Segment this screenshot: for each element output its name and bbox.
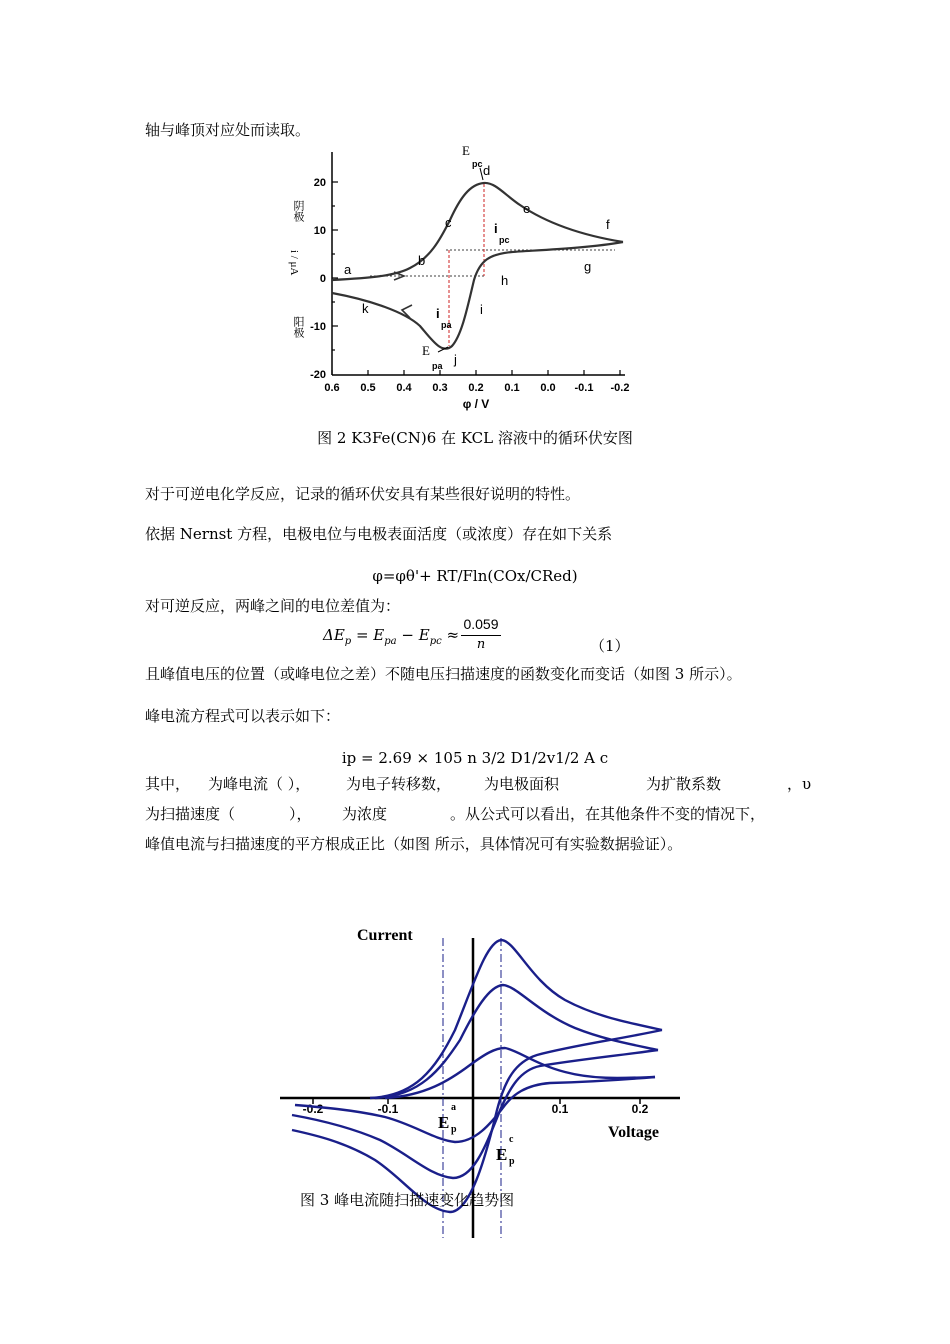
xtick-0.4: 0.4 bbox=[396, 382, 412, 394]
xtick-0.5: 0.5 bbox=[360, 382, 376, 394]
p6-b: 为峰电流（ ）， bbox=[208, 775, 311, 793]
xtick-neg0.1: -0.1 bbox=[574, 382, 594, 394]
point-i: i bbox=[480, 302, 483, 317]
ipa-label: i bbox=[436, 306, 440, 321]
point-f: f bbox=[606, 217, 610, 232]
paragraph-2: 依据 Nernst 方程，电极电位与电极表面活度（或浓度）存在如下关系 bbox=[145, 525, 613, 543]
epc-label: E bbox=[462, 143, 470, 158]
xtick-neg0.1: -0.1 bbox=[377, 1102, 399, 1116]
p6-f: ，υ bbox=[787, 775, 812, 793]
ipa-sub: pa bbox=[441, 320, 452, 330]
eq-sub-pa: pa bbox=[384, 636, 397, 647]
eq-sub-p: p bbox=[344, 636, 352, 647]
paragraph-8: 峰值电流与扫描速度的平方根成正比（如图 所示，具体情况可有实验数据验证）。 bbox=[145, 835, 683, 853]
point-c: c bbox=[445, 215, 452, 230]
ipc-sub: pc bbox=[499, 235, 510, 245]
epa-label: E bbox=[438, 1113, 450, 1132]
eq-numerator: 0.059 bbox=[463, 616, 499, 632]
epa-sub: pa bbox=[432, 361, 443, 371]
epa-sup: a bbox=[451, 1102, 456, 1113]
figure-2-caption: 图 2 K3Fe(CN)6 在 KCL 溶液中的循环伏安图 bbox=[317, 429, 633, 447]
y-label-cathodic: 阴极 bbox=[292, 200, 304, 222]
ytick-10: 10 bbox=[313, 225, 326, 237]
point-b: b bbox=[418, 253, 426, 268]
xtick-0.0: 0.0 bbox=[540, 382, 556, 394]
xtick-0.6: 0.6 bbox=[324, 382, 340, 394]
p6-a: 其中， bbox=[145, 775, 191, 793]
xtick-neg0.2: -0.2 bbox=[610, 382, 630, 394]
cv-curve-set bbox=[292, 940, 662, 1212]
p6-c: 为电子转移数， bbox=[346, 775, 452, 793]
paragraph-5: 峰电流方程式可以表示如下： bbox=[145, 707, 341, 725]
point-j: j bbox=[454, 352, 457, 367]
point-e: e bbox=[523, 201, 531, 216]
xtick-neg0.2: -0.2 bbox=[302, 1102, 324, 1116]
cv-high-forward bbox=[370, 940, 662, 1098]
equation-peak-current: ip = 2.69 × 105 n 3/2 D1/2v1/2 A c bbox=[341, 749, 609, 767]
point-k: k bbox=[362, 301, 369, 316]
eq-sub-pc: pc bbox=[429, 636, 442, 647]
paragraph-1: 对于可逆电化学反应，记录的循环伏安具有某些很好说明的特性。 bbox=[145, 485, 581, 503]
equation-number: （1） bbox=[590, 637, 630, 655]
epc-sub: pc bbox=[472, 159, 483, 169]
point-a: a bbox=[344, 262, 352, 277]
eq-minus-e: − E bbox=[396, 626, 430, 644]
eq-eq-e: = E bbox=[351, 626, 385, 644]
figure-3-caption: 图 3 峰电流随扫描速变化趋势图 bbox=[300, 1191, 515, 1209]
ytick-20: 20 bbox=[313, 177, 326, 189]
epc-label: E bbox=[496, 1145, 508, 1164]
epc-sub: p bbox=[509, 1156, 515, 1167]
p6-d: 为电极面积 bbox=[484, 775, 560, 793]
epc-sup: c bbox=[509, 1134, 514, 1145]
equation-nernst: φ=φθ'+ RT/Fln(COx/CRed) bbox=[372, 567, 578, 585]
figure-2-cv-plot bbox=[280, 140, 660, 420]
xtick-0.2: 0.2 bbox=[468, 382, 484, 394]
ytick-neg10: -10 bbox=[310, 321, 326, 333]
p7-d: 。从公式可以看出，在其他条件不变的情况下， bbox=[450, 805, 766, 823]
point-g: g bbox=[584, 259, 592, 274]
ytick-0: 0 bbox=[319, 273, 326, 285]
p7-a: 为扫描速度（ bbox=[145, 805, 236, 823]
p7-b: ）， bbox=[289, 805, 312, 823]
eq-denominator: n bbox=[476, 637, 486, 652]
cv-curve-forward bbox=[332, 183, 623, 280]
x-axis-label: φ / V bbox=[462, 397, 490, 411]
y-axis-label: i / μA bbox=[288, 250, 300, 276]
xtick-0.1: 0.1 bbox=[504, 382, 520, 394]
xtick-0.1: 0.1 bbox=[551, 1102, 569, 1116]
text-line-1: 轴与峰顶对应处而读取。 bbox=[145, 121, 311, 139]
cv-curve-reverse bbox=[332, 242, 623, 349]
epa-sub: p bbox=[451, 1124, 457, 1135]
eq-delta-e: ΔE bbox=[323, 626, 345, 644]
y-label-anodic: 阳极 bbox=[292, 316, 304, 338]
cv-low-reverse bbox=[295, 1077, 655, 1142]
epa-label: E bbox=[422, 343, 430, 358]
point-h: h bbox=[501, 273, 509, 288]
point-d: d bbox=[483, 163, 491, 178]
eq-approx: ≈ bbox=[441, 626, 460, 644]
p7-c: 为浓度 bbox=[342, 805, 388, 823]
paragraph-4: 且峰值电压的位置（或峰电位之差）不随电压扫描速度的函数变化而变话（如图 3 所示）。 bbox=[145, 665, 742, 683]
ipc-label: i bbox=[494, 221, 498, 236]
paragraph-3: 对可逆反应，两峰之间的电位差值为： bbox=[145, 597, 401, 615]
xtick-0.3: 0.3 bbox=[432, 382, 448, 394]
xtick-0.2: 0.2 bbox=[631, 1102, 649, 1116]
ytick-neg20: -20 bbox=[310, 369, 326, 381]
cv-mid-reverse bbox=[292, 1050, 658, 1178]
p6-e: 为扩散系数 bbox=[646, 775, 722, 793]
x-axis-label: Voltage bbox=[608, 1124, 659, 1141]
y-axis-label: Current bbox=[357, 927, 413, 944]
